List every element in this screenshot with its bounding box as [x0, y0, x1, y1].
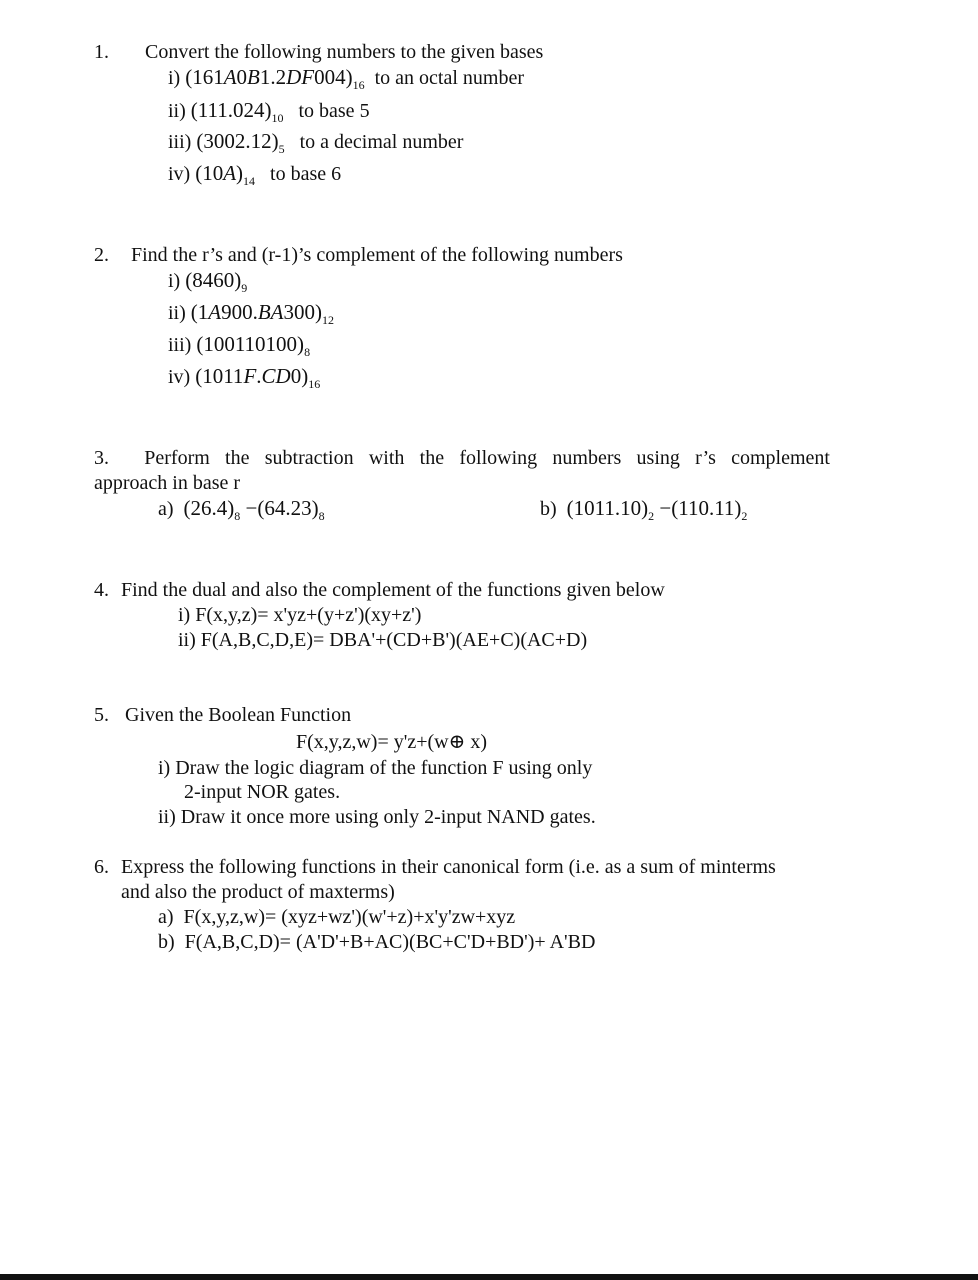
- question-prompt-line-2: and also the product of maxterms): [121, 881, 395, 903]
- sub-item: i) $(8460)_9$: [168, 268, 248, 295]
- sub-item: b) F(A,B,C,D)= (A'D'+B+AC)(BC+C'D+BD')+ A'BD: [158, 931, 596, 953]
- sub-item: iv) $(1011F.CD0)_{16}$: [168, 364, 321, 391]
- sub-item: iii) $(100110100)_8$: [168, 332, 311, 359]
- question-prompt: Find the r’s and (r-1)’s complement of the following numbers: [131, 244, 623, 266]
- sub-item: ii) $(1A900.BA300)_{12}$: [168, 300, 335, 327]
- question-prompt: Given the Boolean Function: [125, 704, 352, 726]
- question-prompt: Find the dual and also the complement of the functions given below: [121, 579, 665, 601]
- sub-item: i) F(x,y,z)= x'yz+(y+z')(xy+z'): [178, 604, 422, 626]
- sub-item-a: a) $(26.4)_8 -(64.23)_8$: [158, 496, 325, 523]
- question-number: 2.: [94, 244, 109, 266]
- boolean-function: F(x,y,z,w)= y'z+(w⊕ x): [296, 731, 488, 753]
- question-number: 1.: [94, 41, 109, 63]
- question-number: 5.: [94, 704, 109, 726]
- sub-item: ii) Draw it once more using only 2-input NAND gates.: [158, 806, 596, 828]
- question-prompt-line-1: 3. Perform the subtraction with the following numbers using r’s complement: [94, 447, 830, 469]
- sub-item: iv) $(10A)_{14}$ to base 6: [168, 161, 342, 188]
- question-number: 6.: [94, 856, 109, 878]
- sub-item: i) $(161A0B1.2DF004)_{16}$ to an octal number: [168, 65, 525, 92]
- question-prompt-line-2: approach in base r: [94, 472, 241, 494]
- sub-item-b: b) $(1011.10)_2 -(110.11)_2$: [540, 496, 748, 523]
- sub-item: i) Draw the logic diagram of the function F using only: [158, 757, 593, 779]
- question-prompt: Convert the following numbers to the given bases: [145, 41, 544, 63]
- page-bottom-border: [0, 1274, 978, 1280]
- sub-item: ii) $(111.024)_{10}$ to base 5: [168, 98, 370, 125]
- sub-item: iii) $(3002.12)_5$ to a decimal number: [168, 129, 464, 156]
- question-number: 4.: [94, 579, 109, 601]
- question-prompt-line-1: Express the following functions in their canonical form (i.e. as a sum of minterms: [121, 856, 776, 878]
- sub-item: ii) F(A,B,C,D,E)= DBA'+(CD+B')(AE+C)(AC+D): [178, 629, 588, 651]
- sub-item-continuation: 2-input NOR gates.: [184, 781, 341, 803]
- sub-item: a) F(x,y,z,w)= (xyz+wz')(w'+z)+x'y'zw+xyz: [158, 906, 516, 928]
